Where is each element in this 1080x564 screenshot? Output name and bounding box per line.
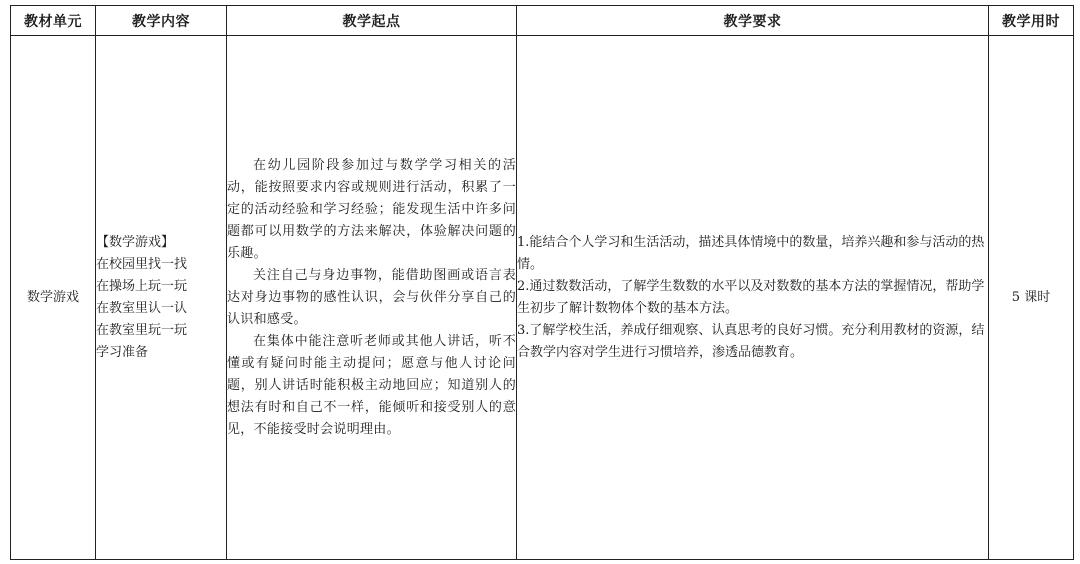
header-requirements: 教学要求	[517, 6, 989, 36]
content-item: 在教室里认一认	[96, 300, 188, 316]
requirement-item: 1.能结合个人学习和生活活动，描述具体情境中的数量，培养兴趣和参与活动的热情。	[517, 234, 985, 272]
content-item: 在操场上玩一玩	[96, 278, 188, 294]
content-item: 在校园里找一找	[96, 256, 188, 272]
header-row	[11, 6, 1074, 36]
header-start: 教学起点	[227, 6, 517, 36]
header-unit: 教材单元	[11, 6, 96, 36]
lesson-plan-table	[10, 5, 1074, 560]
header-time: 教学用时	[989, 6, 1074, 36]
content-title: 【数学游戏】	[96, 234, 175, 250]
cell-requirements	[517, 36, 989, 560]
requirement-item: 3.了解学校生活，养成仔细观察、认真思考的良好习惯。充分利用教材的资源，结合教学内容对学生进行习惯培养，渗透品德教育。	[517, 322, 985, 360]
start-paragraph: 在幼儿园阶段参加过与数学学习相关的活动，能按照要求内容或规则进行活动，积累了一定的活动经验和学习经验；能发现生活中许多问题都可以用数学的方法来解决，体验解决问题的乐趣。	[227, 157, 516, 261]
start-paragraph: 在集体中能注意听老师或其他人讲话，听不懂或有疑问时能主动提问；愿意与他人讨论问题，别人讲话时能积极主动地回应；知道别人的想法有时和自己不一样，能倾听和接受别人的意见，不能接受时会说明理由。	[227, 333, 516, 437]
content-item: 学习准备	[96, 344, 149, 360]
table-row	[11, 36, 1074, 560]
cell-time: 5 课时	[989, 36, 1074, 560]
content-item: 在教室里玩一玩	[96, 322, 188, 338]
start-paragraph: 关注自己与身边事物，能借助图画或语言表达对身边事物的感性认识，会与伙伴分享自己的认识和感受。	[227, 267, 516, 327]
cell-start	[227, 36, 517, 560]
lesson-plan-sheet	[10, 5, 1073, 560]
header-content: 教学内容	[96, 6, 227, 36]
cell-unit: 数学游戏	[11, 36, 96, 560]
requirement-item: 2.通过数数活动，了解学生数数的水平以及对数数的基本方法的掌握情况，帮助学生初步了解计数物体个数的基本方法。	[517, 278, 985, 316]
cell-content	[96, 36, 227, 560]
